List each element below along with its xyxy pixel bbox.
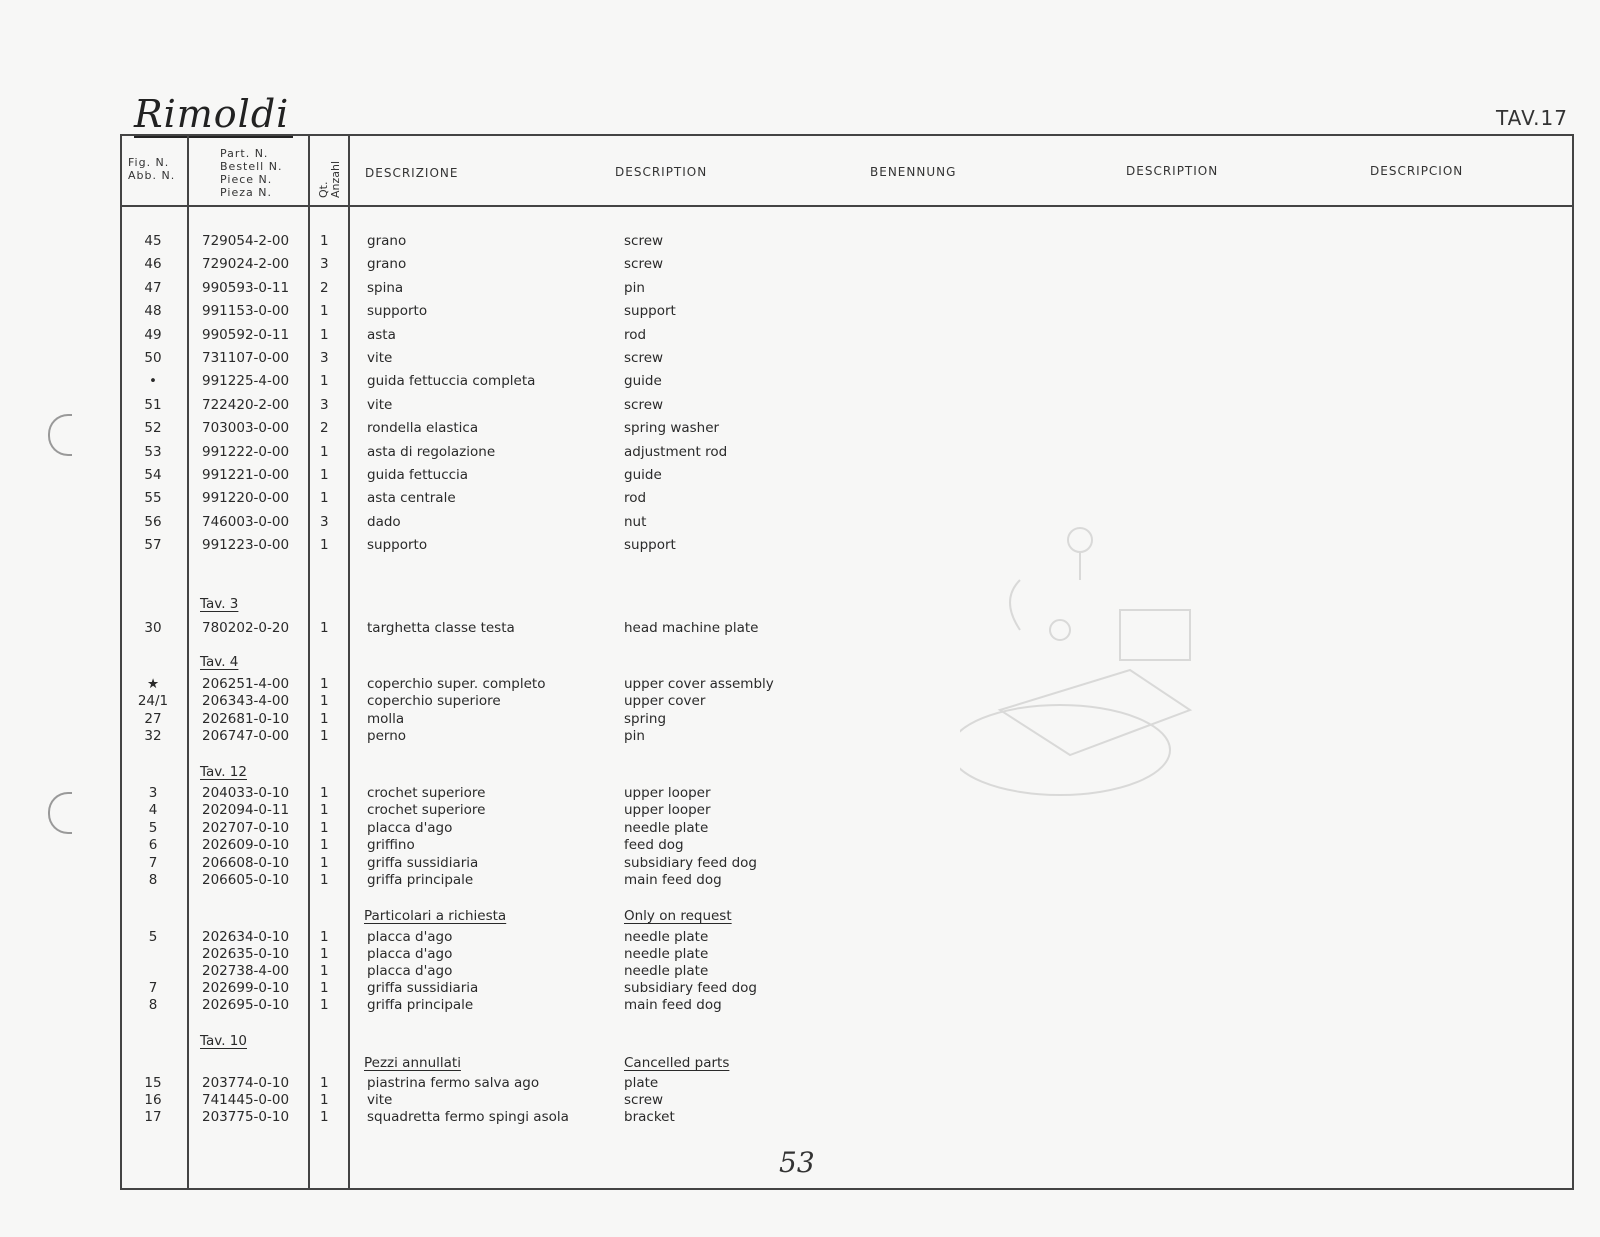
description-en: pin <box>624 728 645 744</box>
header-descripcion: DESCRIPCION <box>1370 164 1464 178</box>
table-row <box>120 444 1574 464</box>
table-row <box>120 280 1574 300</box>
description-it: grano <box>367 233 407 249</box>
fig-number: 8 <box>148 997 158 1013</box>
part-number: 990592-0-11 <box>202 326 290 343</box>
fig-number: 49 <box>144 326 162 343</box>
description-it: griffa sussidiaria <box>367 855 479 871</box>
description-en: upper looper <box>624 785 711 801</box>
description-en: main feed dog <box>624 872 722 888</box>
table-row <box>120 350 1574 370</box>
description-en: upper cover assembly <box>624 676 774 692</box>
description-it: dado <box>367 513 401 530</box>
fig-number: 5 <box>148 929 158 945</box>
quantity: 1 <box>320 785 329 801</box>
description-it: molla <box>367 711 405 727</box>
section-title-tav12: Tav. 12 <box>200 764 247 780</box>
table-row <box>120 327 1574 347</box>
fig-number: 32 <box>144 728 162 744</box>
quantity: 1 <box>320 443 329 460</box>
part-number: 729024-2-00 <box>202 256 290 273</box>
quantity: 1 <box>320 980 329 996</box>
description-it: guida fettuccia <box>367 467 469 483</box>
description-it: guida fettuccia completa <box>367 373 536 390</box>
description-en: screw <box>624 396 664 413</box>
description-en: subsidiary feed dog <box>624 980 757 996</box>
fig-number: 7 <box>148 855 158 871</box>
table-row <box>120 467 1574 487</box>
part-number: 206343-4-00 <box>202 693 290 709</box>
table-row <box>120 256 1574 276</box>
quantity: 1 <box>320 233 329 249</box>
description-it: targhetta classe testa <box>367 620 515 636</box>
table-row <box>120 1109 1574 1129</box>
section-title-tav4: Tav. 4 <box>200 654 239 670</box>
quantity: 3 <box>320 513 329 530</box>
fig-number: 51 <box>144 396 162 413</box>
fig-number: 46 <box>144 256 162 273</box>
part-number: 206605-0-10 <box>202 872 290 888</box>
part-number: 991220-0-00 <box>202 490 290 507</box>
section-title-on-request-it: Particolari a richiesta <box>364 908 507 924</box>
description-en: needle plate <box>624 946 709 962</box>
table-row <box>120 872 1574 892</box>
fig-number: 4 <box>148 802 158 818</box>
header-fig: Fig. N. Abb. N. <box>128 156 176 182</box>
description-en: spring washer <box>624 420 720 437</box>
quantity: 1 <box>320 490 329 507</box>
fig-number: 7 <box>148 980 158 996</box>
fig-number: 6 <box>148 837 158 853</box>
part-number: 703003-0-00 <box>202 420 290 437</box>
table-row <box>120 997 1574 1017</box>
description-it: grano <box>367 256 407 273</box>
description-it: asta centrale <box>367 490 456 507</box>
quantity: 1 <box>320 963 329 979</box>
fig-number: 45 <box>144 233 162 249</box>
fig-number: 48 <box>144 303 162 320</box>
table-row <box>120 373 1574 393</box>
description-it: asta <box>367 326 396 343</box>
quantity: 1 <box>320 837 329 853</box>
quantity: 1 <box>320 693 329 709</box>
table-row <box>120 728 1574 748</box>
quantity: 1 <box>320 1109 329 1125</box>
description-en: needle plate <box>624 963 709 979</box>
fig-number: 15 <box>144 1075 162 1091</box>
description-it: placca d'ago <box>367 963 453 979</box>
part-number: 206251-4-00 <box>202 676 290 692</box>
quantity: 1 <box>320 855 329 871</box>
part-number: 990593-0-11 <box>202 279 290 296</box>
description-it: coperchio super. completo <box>367 676 546 692</box>
header-separator <box>120 205 1574 207</box>
punch-hole <box>48 414 72 456</box>
part-number: 991153-0-00 <box>202 303 290 320</box>
description-en: upper cover <box>624 693 706 709</box>
part-number: 202681-0-10 <box>202 711 290 727</box>
description-en: plate <box>624 1075 659 1091</box>
description-it: crochet superiore <box>367 785 486 801</box>
description-en: needle plate <box>624 820 709 836</box>
quantity: 1 <box>320 929 329 945</box>
brand-logo: Rimoldi <box>134 92 293 138</box>
fig-number: 53 <box>144 443 162 460</box>
quantity: 1 <box>320 373 329 390</box>
section-title-cancelled-it: Pezzi annullati <box>364 1055 461 1071</box>
fig-number: 55 <box>144 490 162 507</box>
description-en: screw <box>624 1092 664 1108</box>
description-en: spring <box>624 711 667 727</box>
table-row <box>120 693 1574 713</box>
fig-number: 54 <box>144 467 162 483</box>
section-title-on-request-en: Only on request <box>624 908 732 924</box>
page-number: 53 <box>779 1146 815 1179</box>
description-it: vite <box>367 1092 393 1108</box>
description-en: bracket <box>624 1109 675 1125</box>
description-en: needle plate <box>624 929 709 945</box>
description-it: griffa principale <box>367 997 474 1013</box>
description-en: nut <box>624 513 647 530</box>
fig-number: 16 <box>144 1092 162 1108</box>
description-en: subsidiary feed dog <box>624 855 757 871</box>
quantity: 1 <box>320 711 329 727</box>
table-row <box>120 420 1574 440</box>
part-number: 991222-0-00 <box>202 443 290 460</box>
part-number: 202707-0-10 <box>202 820 290 836</box>
part-number: 203775-0-10 <box>202 1109 290 1125</box>
fig-number: 57 <box>144 537 162 554</box>
description-en: guide <box>624 467 662 483</box>
fig-number: ★ <box>146 676 160 692</box>
table-row <box>120 303 1574 323</box>
description-en: screw <box>624 256 664 273</box>
description-en: main feed dog <box>624 997 722 1013</box>
description-en: screw <box>624 350 664 366</box>
part-number: 203774-0-10 <box>202 1075 290 1091</box>
quantity: 1 <box>320 537 329 554</box>
description-it: piastrina fermo salva ago <box>367 1075 540 1091</box>
description-en: rod <box>624 490 647 507</box>
header-qty: Qt. Anzahl <box>317 160 342 198</box>
quantity: 3 <box>320 256 329 273</box>
quantity: 2 <box>320 279 329 296</box>
part-number: 202609-0-10 <box>202 837 290 853</box>
part-number: 991221-0-00 <box>202 467 290 483</box>
quantity: 1 <box>320 802 329 818</box>
description-it: griffa principale <box>367 872 474 888</box>
description-en: rod <box>624 326 647 343</box>
description-it: supporto <box>367 303 428 320</box>
header-benennung: BENENNUNG <box>870 165 957 179</box>
quantity: 1 <box>320 620 329 636</box>
description-it: placca d'ago <box>367 929 453 945</box>
table-row <box>120 837 1574 857</box>
description-en: support <box>624 537 676 554</box>
part-number: 202699-0-10 <box>202 980 290 996</box>
table-row <box>120 233 1574 253</box>
description-en: pin <box>624 279 645 296</box>
quantity: 1 <box>320 676 329 692</box>
part-number: 746003-0-00 <box>202 513 290 530</box>
description-it: vite <box>367 350 393 366</box>
fig-number: 8 <box>148 872 158 888</box>
description-en: upper looper <box>624 802 711 818</box>
table-row <box>120 397 1574 417</box>
part-number: 991223-0-00 <box>202 537 290 554</box>
part-number: 202094-0-11 <box>202 802 290 818</box>
fig-number: 30 <box>144 620 162 636</box>
description-it: crochet superiore <box>367 802 486 818</box>
part-number: 729054-2-00 <box>202 233 290 249</box>
punch-hole <box>48 792 72 834</box>
header-description-fr: DESCRIPTION <box>1126 164 1219 178</box>
fig-number: 52 <box>144 420 162 437</box>
fig-number: 17 <box>144 1109 162 1125</box>
fig-number: 3 <box>148 785 158 801</box>
table-row <box>120 537 1574 557</box>
exploded-drawing-watermark <box>960 520 1250 820</box>
quantity: 1 <box>320 728 329 744</box>
description-it: squadretta fermo spingi asola <box>367 1109 569 1125</box>
fig-number: 5 <box>148 820 158 836</box>
fig-number: • <box>149 373 157 390</box>
header-part: Part. N. Bestell N. Piece N. Pieza N. <box>220 147 283 199</box>
description-it: supporto <box>367 537 428 554</box>
description-en: support <box>624 303 676 320</box>
table-row <box>120 620 1574 640</box>
fig-number: 27 <box>144 711 162 727</box>
part-number: 206747-0-00 <box>202 728 290 744</box>
quantity: 3 <box>320 396 329 413</box>
quantity: 1 <box>320 467 329 483</box>
table-row <box>120 490 1574 510</box>
description-en: head machine plate <box>624 620 759 636</box>
description-it: coperchio superiore <box>367 693 501 709</box>
table-row <box>120 802 1574 822</box>
table-id: TAV.17 <box>1496 106 1568 130</box>
description-it: perno <box>367 728 407 744</box>
fig-number: 56 <box>144 513 162 530</box>
description-it: spina <box>367 279 404 296</box>
part-number: 206608-0-10 <box>202 855 290 871</box>
fig-number: 24/1 <box>137 693 169 709</box>
description-it: asta di regolazione <box>367 443 496 460</box>
description-en: adjustment rod <box>624 443 728 460</box>
fig-number: 50 <box>144 350 162 366</box>
description-it: placca d'ago <box>367 820 453 836</box>
header-description-en: DESCRIPTION <box>615 165 708 179</box>
part-number: 741445-0-00 <box>202 1092 290 1108</box>
quantity: 1 <box>320 820 329 836</box>
header-descrizione: DESCRIZIONE <box>365 166 459 180</box>
description-it: griffino <box>367 837 415 853</box>
fig-number: 47 <box>144 279 162 296</box>
description-it: vite <box>367 396 393 413</box>
part-number: 204033-0-10 <box>202 785 290 801</box>
part-number: 991225-4-00 <box>202 373 290 390</box>
part-number: 202634-0-10 <box>202 929 290 945</box>
part-number: 780202-0-20 <box>202 620 290 636</box>
description-it: rondella elastica <box>367 420 479 437</box>
description-en: feed dog <box>624 837 684 853</box>
quantity: 1 <box>320 1075 329 1091</box>
description-en: screw <box>624 233 664 249</box>
description-it: placca d'ago <box>367 946 453 962</box>
quantity: 1 <box>320 872 329 888</box>
quantity: 3 <box>320 350 329 366</box>
quantity: 2 <box>320 420 329 437</box>
quantity: 1 <box>320 326 329 343</box>
part-number: 722420-2-00 <box>202 396 290 413</box>
description-en: guide <box>624 373 662 390</box>
quantity: 1 <box>320 997 329 1013</box>
quantity: 1 <box>320 1092 329 1108</box>
section-title-tav10: Tav. 10 <box>200 1033 247 1049</box>
part-number: 202738-4-00 <box>202 963 290 979</box>
part-number: 731107-0-00 <box>202 350 290 366</box>
section-title-tav3: Tav. 3 <box>200 596 239 612</box>
quantity: 1 <box>320 946 329 962</box>
description-it: griffa sussidiaria <box>367 980 479 996</box>
part-number: 202695-0-10 <box>202 997 290 1013</box>
section-title-cancelled-en: Cancelled parts <box>624 1055 730 1071</box>
table-row <box>120 514 1574 534</box>
quantity: 1 <box>320 303 329 320</box>
part-number: 202635-0-10 <box>202 946 290 962</box>
